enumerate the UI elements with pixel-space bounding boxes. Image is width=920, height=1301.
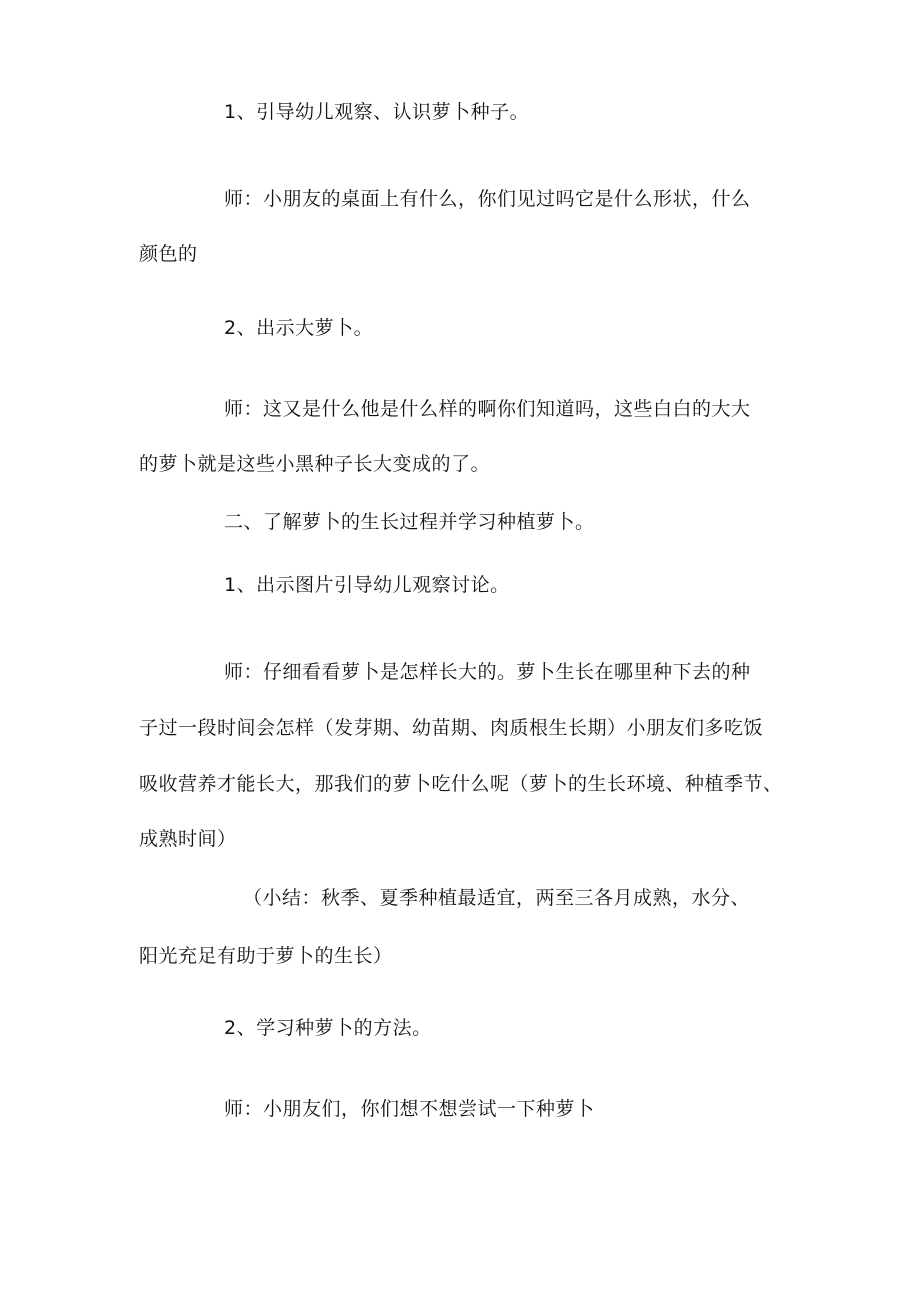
step-1b-heading: 1、出示图片引导幼儿观察讨论。	[224, 574, 510, 596]
section-2-heading: 二、了解萝卜的生长过程并学习种植萝卜。	[224, 511, 595, 533]
step-1-heading: 1、引导幼儿观察、认识萝卜种子。	[224, 101, 530, 123]
summary-line: （小结：秋季、夏季种植最适宜，两至三各月成熟，水分、	[243, 887, 751, 909]
teacher-line-3-cont-1: 子过一段时间会怎样（发芽期、幼苗期、肉质根生长期）小朋友们多吃饭	[139, 717, 764, 739]
teacher-line-3: 师：仔细看看萝卜是怎样长大的。萝卜生长在哪里种下去的种	[224, 661, 751, 683]
summary-line-cont: 阳光充足有助于萝卜的生长）	[139, 945, 393, 967]
teacher-line-3-cont-2: 吸收营养才能长大，那我们的萝卜吃什么呢（萝卜的生长环境、种植季节、	[139, 773, 783, 795]
teacher-line-2: 师：这又是什么他是什么样的啊你们知道吗，这些白白的大大	[224, 398, 751, 420]
teacher-line-1: 师：小朋友的桌面上有什么，你们见过吗它是什么形状，什么	[224, 188, 751, 210]
teacher-line-2-cont: 的萝卜就是这些小黑种子长大变成的了。	[139, 453, 491, 475]
teacher-line-3-cont-3: 成熟时间）	[139, 828, 237, 850]
teacher-line-1-cont: 颜色的	[139, 243, 198, 265]
teacher-line-4: 师：小朋友们，你们想不想尝试一下种萝卜	[224, 1098, 595, 1120]
step-2-heading: 2、出示大萝卜。	[224, 317, 374, 339]
step-2b-heading: 2、学习种萝卜的方法。	[224, 1017, 432, 1039]
